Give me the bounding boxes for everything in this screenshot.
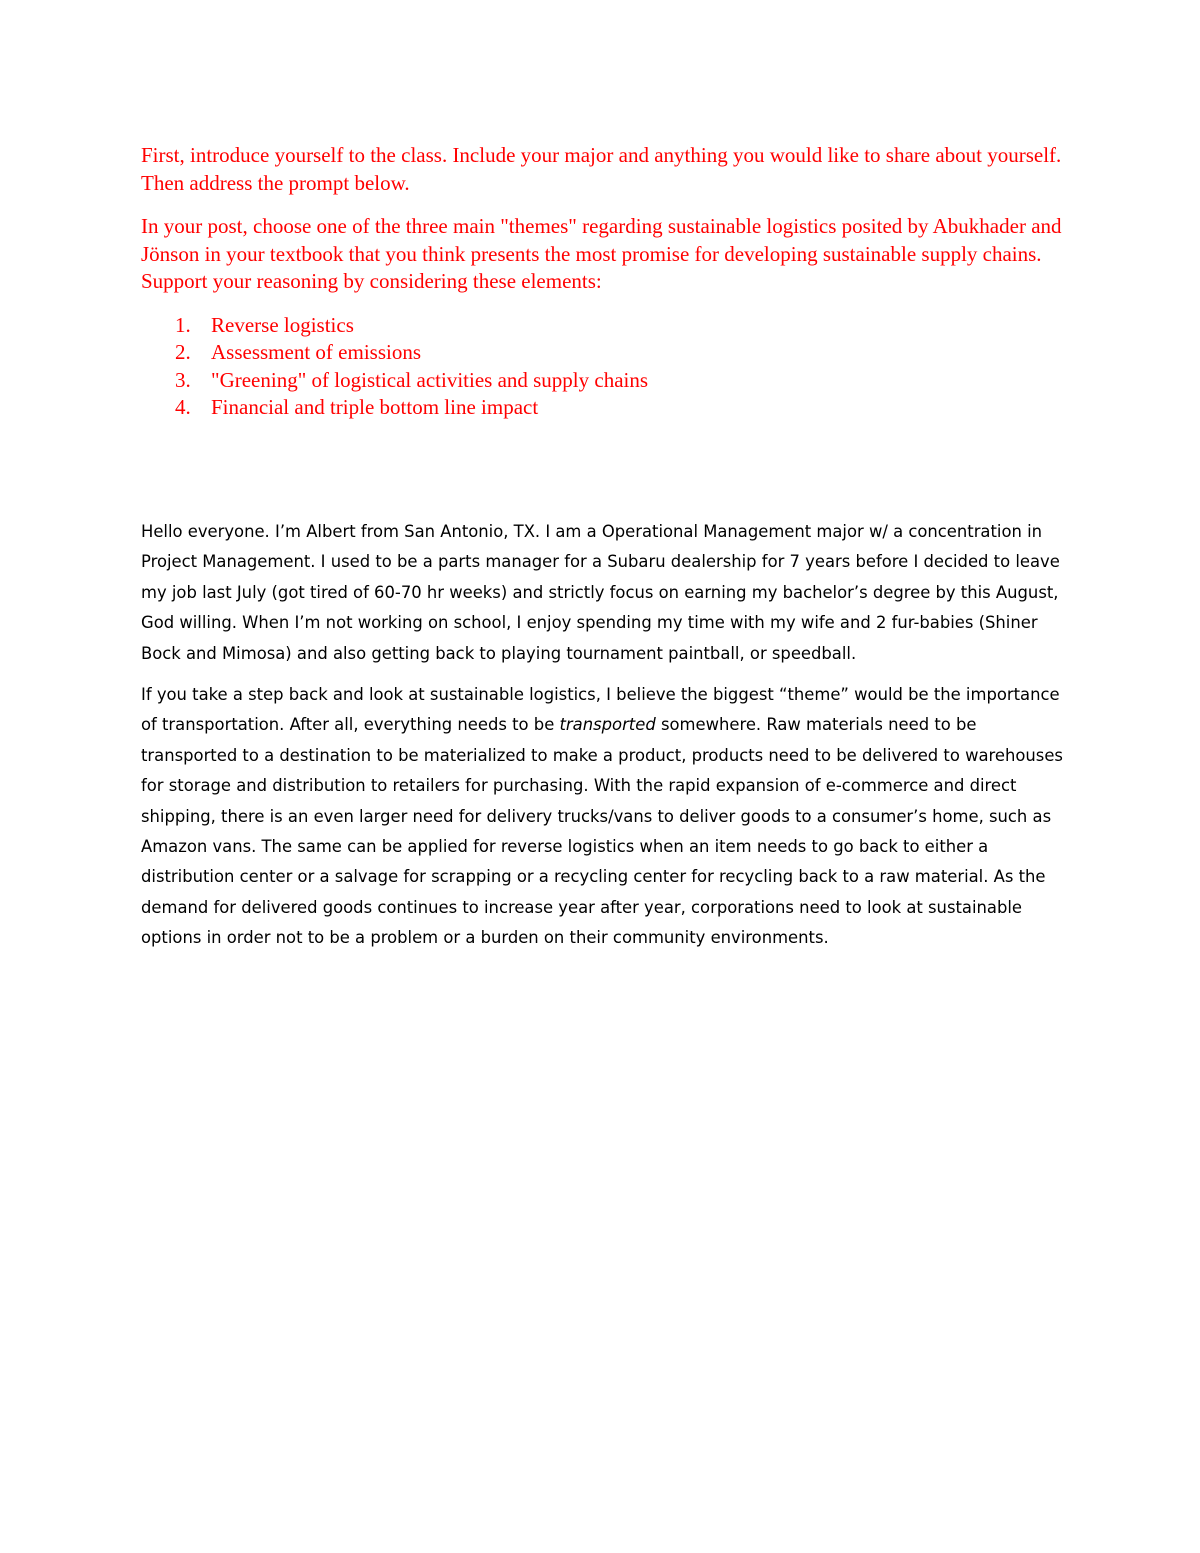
theme-text-before: If you take a step back and look at sustainable logistics, I believe the biggest “theme” would be the importance of transportation. After all, everything needs to be — [141, 685, 1060, 735]
theme-emphasis: transported — [559, 715, 656, 735]
list-item — [141, 367, 1071, 395]
theme-text-after: somewhere. Raw materials need to be transported to a destination to be materialized to make a product, products need to be delivered to warehouses for storage and distribution to retailers for purchasing. With the rapid expansion of e-commerce and direct shipping, there is an even larger need for delivery trucks/vans to deliver goods to a consumer’s home, such as Amazon vans. The same can be applied for reverse logistics when an item needs to go back to either a distribution center or a salvage for scrapping or a recycling center for recycling back to a raw material. As the demand for delivered goods continues to increase year after year, corporations need to look at sustainable options in order not to be a problem or a burden on their community environments. — [141, 715, 1063, 948]
list-item-number: 2. — [175, 340, 191, 364]
list-item — [141, 339, 1071, 367]
prompt-instructions: In your post, choose one of the three main "themes" regarding sustainable logistics posited by Abukhader and Jönson in your textbook that you think presents the most promise for developing sustainable supply chains. Support your reasoning by considering these elements: — [141, 214, 1062, 293]
list-item-text: Reverse logistics — [211, 312, 354, 337]
list-item-number: 1. — [175, 312, 191, 337]
list-item-text: Financial and triple bottom line impact — [211, 395, 539, 419]
list-item-text: Assessment of emissions — [211, 340, 421, 364]
list-item-text: "Greening" of logistical activities and supply chains — [211, 367, 649, 392]
list-item — [141, 312, 1071, 340]
list-item-number: 3. — [175, 367, 191, 392]
prompt-intro: First, introduce yourself to the class. Include your major and anything you would like to share about yourself. Then address the prompt below. — [141, 143, 1062, 195]
list-item — [141, 394, 1071, 422]
prompt-elements-list — [141, 312, 1071, 422]
assignment-prompt — [141, 142, 1071, 422]
student-response — [141, 517, 1071, 954]
list-item-number: 4. — [175, 395, 191, 419]
theme-paragraph — [141, 680, 1071, 954]
introduction-paragraph: Hello everyone. I’m Albert from San Antonio, TX. I am a Operational Management major w/ a concentration in Project Management. I used to be a parts manager for a Subaru dealership for 7 years before I decided to leave my job last July (got tired of 60-70 hr weeks) and strictly focus on earning my bachelor’s degree by this August, God willing. When I’m not working on school, I enjoy spending my time with my wife and 2 fur-babies (Shiner Bock and Mimosa) and also getting back to playing tournament paintball, or speedball. — [141, 522, 1060, 663]
